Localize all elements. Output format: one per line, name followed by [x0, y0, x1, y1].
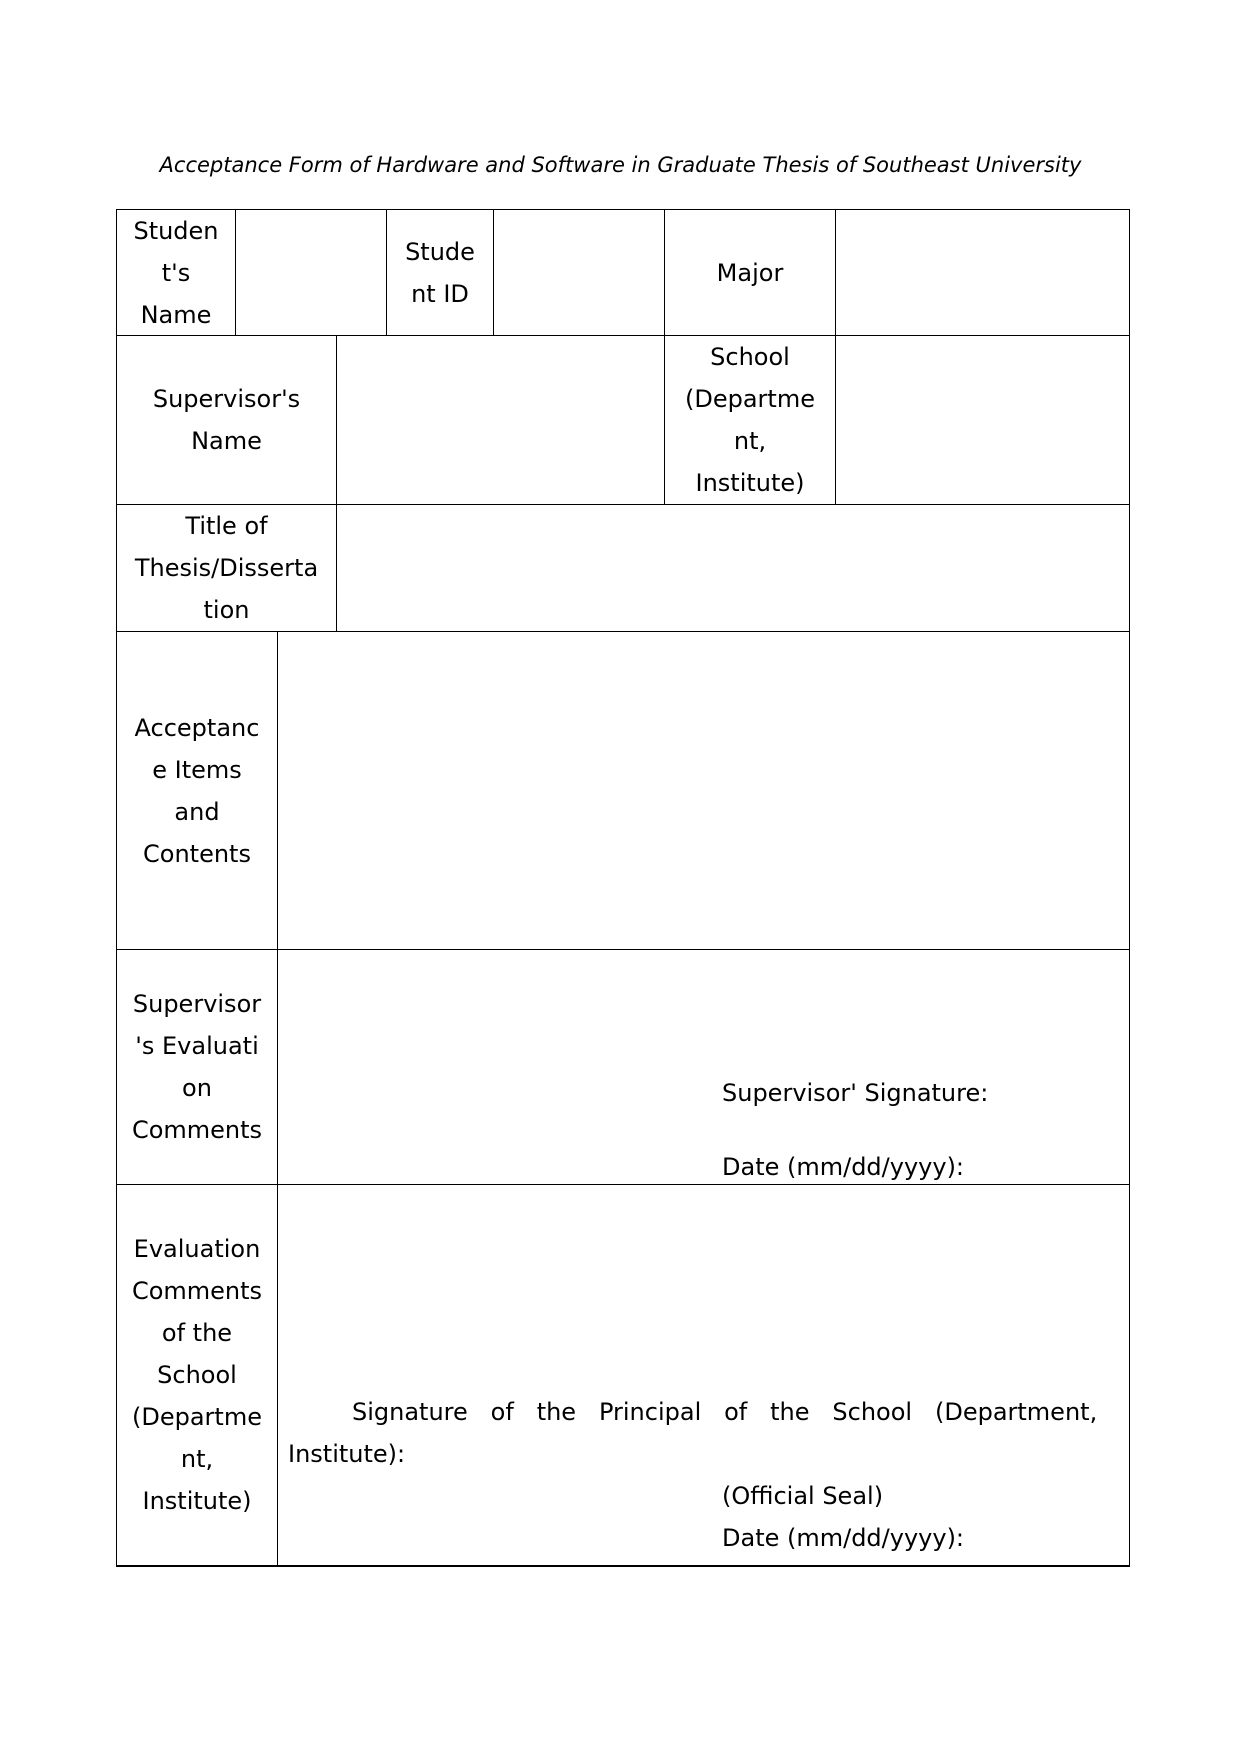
field-supervisor-evaluation[interactable] [277, 949, 1130, 1185]
label-supervisor-name-text: Supervisor's Name [152, 385, 301, 455]
label-thesis-title [116, 504, 337, 632]
supervisor-signature-label: Supervisor' Signature: [722, 1079, 989, 1107]
principal-signature-line2: Institute): [288, 1440, 406, 1468]
field-school-evaluation[interactable] [277, 1184, 1130, 1566]
label-student-name [116, 209, 236, 336]
form-title: Acceptance Form of Hardware and Software in Graduate Thesis of Southeast University [159, 153, 1082, 177]
official-seal-label: (Official Seal) [722, 1482, 884, 1510]
field-supervisor-name[interactable] [336, 335, 665, 505]
school-date-label: Date (mm/dd/yyyy): [722, 1524, 965, 1552]
field-school[interactable] [835, 335, 1130, 505]
label-student-id [386, 209, 494, 336]
label-acceptance-items [116, 631, 278, 950]
field-acceptance-items[interactable] [277, 631, 1130, 950]
label-school [664, 335, 836, 505]
field-thesis-title[interactable] [336, 504, 1130, 632]
label-supervisor-evaluation-text: Supervisor 's Evaluati on Comments [131, 990, 263, 1144]
principal-signature-line1: Signature of the Principal of the School (Department, [352, 1398, 1098, 1426]
field-major[interactable] [835, 209, 1130, 336]
label-acceptance-items-text: Acceptanc e Items and Contents [134, 713, 260, 868]
field-student-id[interactable] [493, 209, 665, 336]
label-school-evaluation-text: Evaluation Comments of the School (Departme nt, Institute) [131, 1235, 263, 1515]
label-student-name-text: Studen t's Name [133, 216, 219, 329]
label-supervisor-name [116, 335, 337, 505]
field-student-name[interactable] [235, 209, 387, 336]
label-school-text: School (Departme nt, Institute) [685, 343, 815, 497]
label-thesis-title-text: Title of Thesis/Disserta tion [134, 512, 319, 624]
label-school-evaluation [116, 1184, 278, 1566]
table-bottom-border [116, 1565, 1130, 1567]
label-student-id-text: Stude nt ID [405, 237, 475, 308]
label-supervisor-evaluation [116, 949, 278, 1185]
supervisor-date-label: Date (mm/dd/yyyy): [722, 1153, 965, 1181]
label-major-text: Major [716, 258, 784, 287]
label-major [664, 209, 836, 336]
